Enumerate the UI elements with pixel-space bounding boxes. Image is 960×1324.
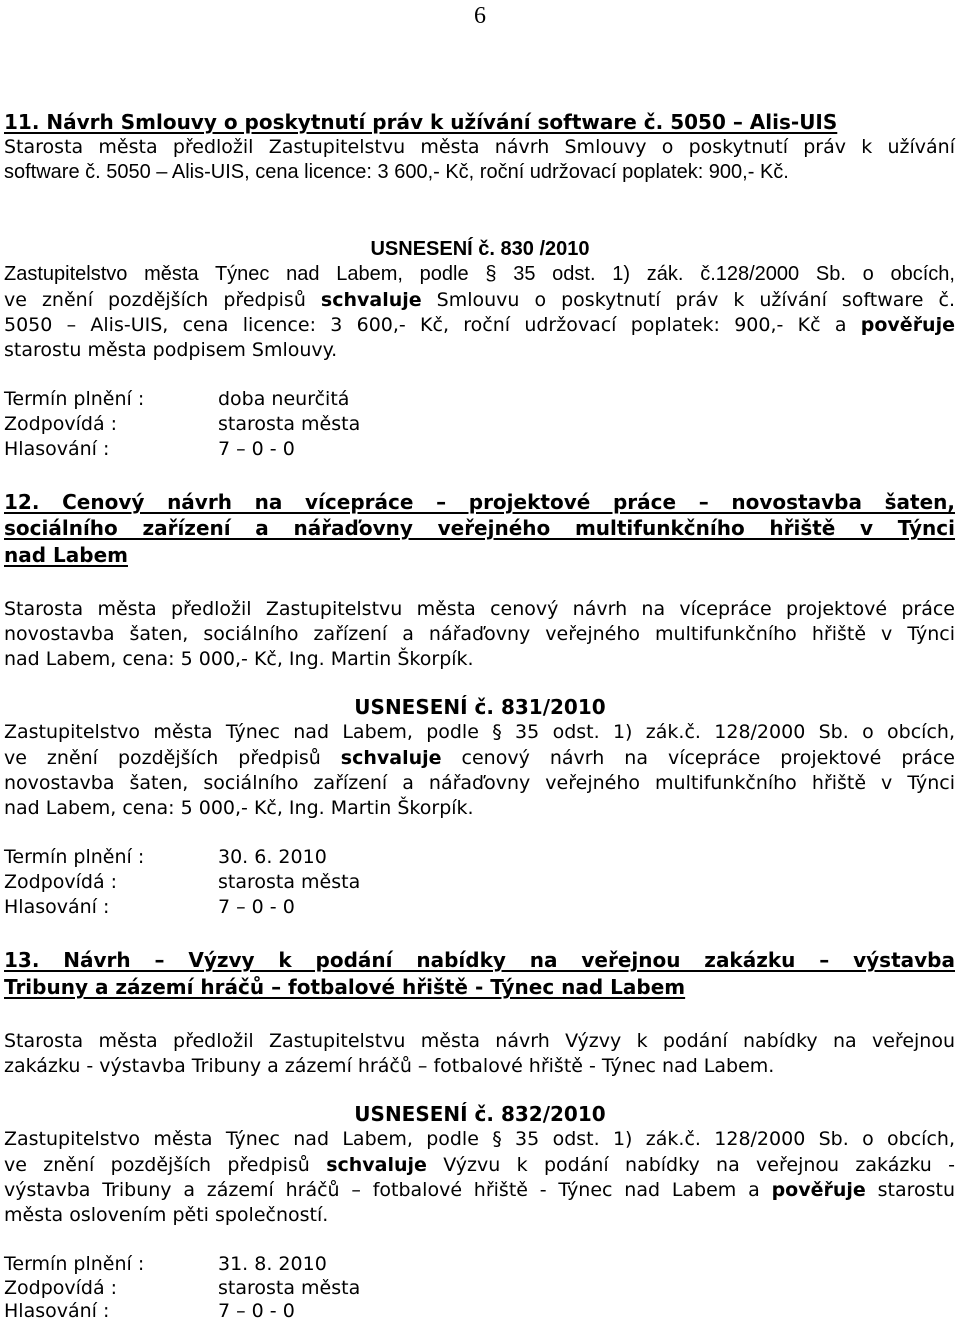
section-11-vote-label: Hlasování : <box>4 438 110 460</box>
section-13-intro-line-2: zakázku - výstavba Tribuny a zázemí hráčů – fotbalové hřiště - Týnec nad Labem. <box>4 1055 775 1077</box>
approves-keyword: schvaluje <box>340 747 442 769</box>
section-13-responsible-value: starosta města <box>218 1277 361 1299</box>
section-11-resolution-line-3 <box>4 313 955 337</box>
section-13-term-value: 31. 8. 2010 <box>218 1253 327 1275</box>
text-segment: 5050 – Alis-UIS, cena licence: 3 600,- Kč, roční udržovací poplatek: 900,- Kč a <box>4 314 861 336</box>
text-segment: Výzvu k podání nabídky na veřejnou zakázku - <box>426 1154 955 1176</box>
section-11-heading: 11. Návrh Smlouvy o poskytnutí práv k užívání software č. 5050 – Alis-UIS <box>4 110 838 134</box>
section-13-heading-line-2: Tribuny a zázemí hráčů – fotbalové hřiště - Týnec nad Labem <box>4 975 686 999</box>
section-12-heading-line-2: sociálního zařízení a nářaďovny veřejného multifunkčního hřiště v Týnci <box>4 516 955 540</box>
section-11-intro-line-1: Starosta města předložil Zastupitelstvu města návrh Smlouvy o poskytnutí práv k užívání <box>4 136 955 158</box>
section-13-vote-value: 7 – 0 - 0 <box>218 1300 295 1322</box>
section-12-resolution-title: USNESENÍ č. 831/2010 <box>354 695 606 719</box>
section-11-responsible-value: starosta města <box>218 413 361 435</box>
authorizes-keyword: pověřuje <box>860 314 955 336</box>
section-12-term-value: 30. 6. 2010 <box>218 846 327 868</box>
text-segment: ve znění pozdějších předpisů <box>4 1154 327 1176</box>
section-11-responsible-label: Zodpovídá : <box>4 413 118 435</box>
section-11-intro-line-2: software č. 5050 – Alis-UIS, cena licence: 3 600,- Kč, roční udržovací poplatek: 900,- Kč. <box>4 161 789 183</box>
section-12-resolution-line-1: Zastupitelstvo města Týnec nad Labem, podle § 35 odst. 1) zák.č. 128/2000 Sb. o obcích, <box>4 721 955 743</box>
section-11-vote-value: 7 – 0 - 0 <box>218 438 295 460</box>
text-segment: cenový návrh na vícepráce projektové práce <box>441 747 955 769</box>
section-12-resolution-line-2 <box>4 746 955 770</box>
section-11-resolution-title: USNESENÍ č. 830 /2010 <box>370 238 590 260</box>
section-12-intro-line-3: nad Labem, cena: 5 000,- Kč, Ing. Martin Škorpík. <box>4 648 474 670</box>
section-12-vote-label: Hlasování : <box>4 896 110 918</box>
section-13-resolution-title: USNESENÍ č. 832/2010 <box>354 1102 606 1126</box>
section-12-responsible-label: Zodpovídá : <box>4 871 118 893</box>
section-12-resolution-line-4: nad Labem, cena: 5 000,- Kč, Ing. Martin Škorpík. <box>4 797 474 819</box>
section-12-term-label: Termín plnění : <box>4 846 145 868</box>
text-segment: ve znění pozdějších předpisů <box>4 747 341 769</box>
text-segment: starostu <box>865 1179 955 1201</box>
section-12-vote-value: 7 – 0 - 0 <box>218 896 295 918</box>
section-13-resolution-line-1: Zastupitelstvo města Týnec nad Labem, podle § 35 odst. 1) zák.č. 128/2000 Sb. o obcích, <box>4 1128 955 1150</box>
section-13-heading-line-1: 13. Návrh – Výzvy k podání nabídky na veřejnou zakázku – výstavba <box>4 948 955 972</box>
section-13-responsible-label: Zodpovídá : <box>4 1277 118 1299</box>
text-segment: Smlouvu o poskytnutí práv k užívání software č. <box>421 289 955 311</box>
section-13-vote-label: Hlasování : <box>4 1300 110 1322</box>
text-segment: ve znění pozdějších předpisů <box>4 289 321 311</box>
section-11-term-label: Termín plnění : <box>4 388 145 410</box>
page-number: 6 <box>474 3 486 29</box>
section-12-responsible-value: starosta města <box>218 871 361 893</box>
section-12-heading-line-1: 12. Cenový návrh na vícepráce – projektové práce – novostavba šaten, <box>4 490 955 514</box>
authorizes-keyword: pověřuje <box>771 1179 866 1201</box>
section-13-resolution-line-3 <box>4 1178 955 1202</box>
section-12-resolution-line-3: novostavba šaten, sociálního zařízení a nářaďovny veřejného multifunkčního hřiště v Týnci <box>4 772 955 794</box>
section-11-resolution-line-1: Zastupitelstvo města Týnec nad Labem, podle § 35 odst. 1) zák. č.128/2000 Sb. o obcích, <box>4 263 955 285</box>
approves-keyword: schvaluje <box>320 289 422 311</box>
section-13-resolution-line-2 <box>4 1153 955 1177</box>
approves-keyword: schvaluje <box>326 1154 427 1176</box>
section-13-resolution-line-4: města oslovením pěti společností. <box>4 1204 329 1226</box>
section-12-intro-line-2: novostavba šaten, sociálního zařízení a nářaďovny veřejného multifunkčního hřiště v Týnci <box>4 623 955 645</box>
section-11-resolution-line-2 <box>4 288 955 312</box>
section-13-intro-line-1: Starosta města předložil Zastupitelstvu města návrh Výzvy k podání nabídky na veřejnou <box>4 1030 955 1052</box>
text-segment: výstavba Tribuny a zázemí hráčů – fotbalové hřiště - Týnec nad Labem a <box>4 1179 772 1201</box>
section-11-term-value: doba neurčitá <box>218 388 350 410</box>
section-12-intro-line-1: Starosta města předložil Zastupitelstvu města cenový návrh na vícepráce projektové práce <box>4 598 955 620</box>
section-13-term-label: Termín plnění : <box>4 1253 145 1275</box>
section-11-resolution-line-4: starostu města podpisem Smlouvy. <box>4 339 338 361</box>
section-12-heading-line-3: nad Labem <box>4 543 128 567</box>
